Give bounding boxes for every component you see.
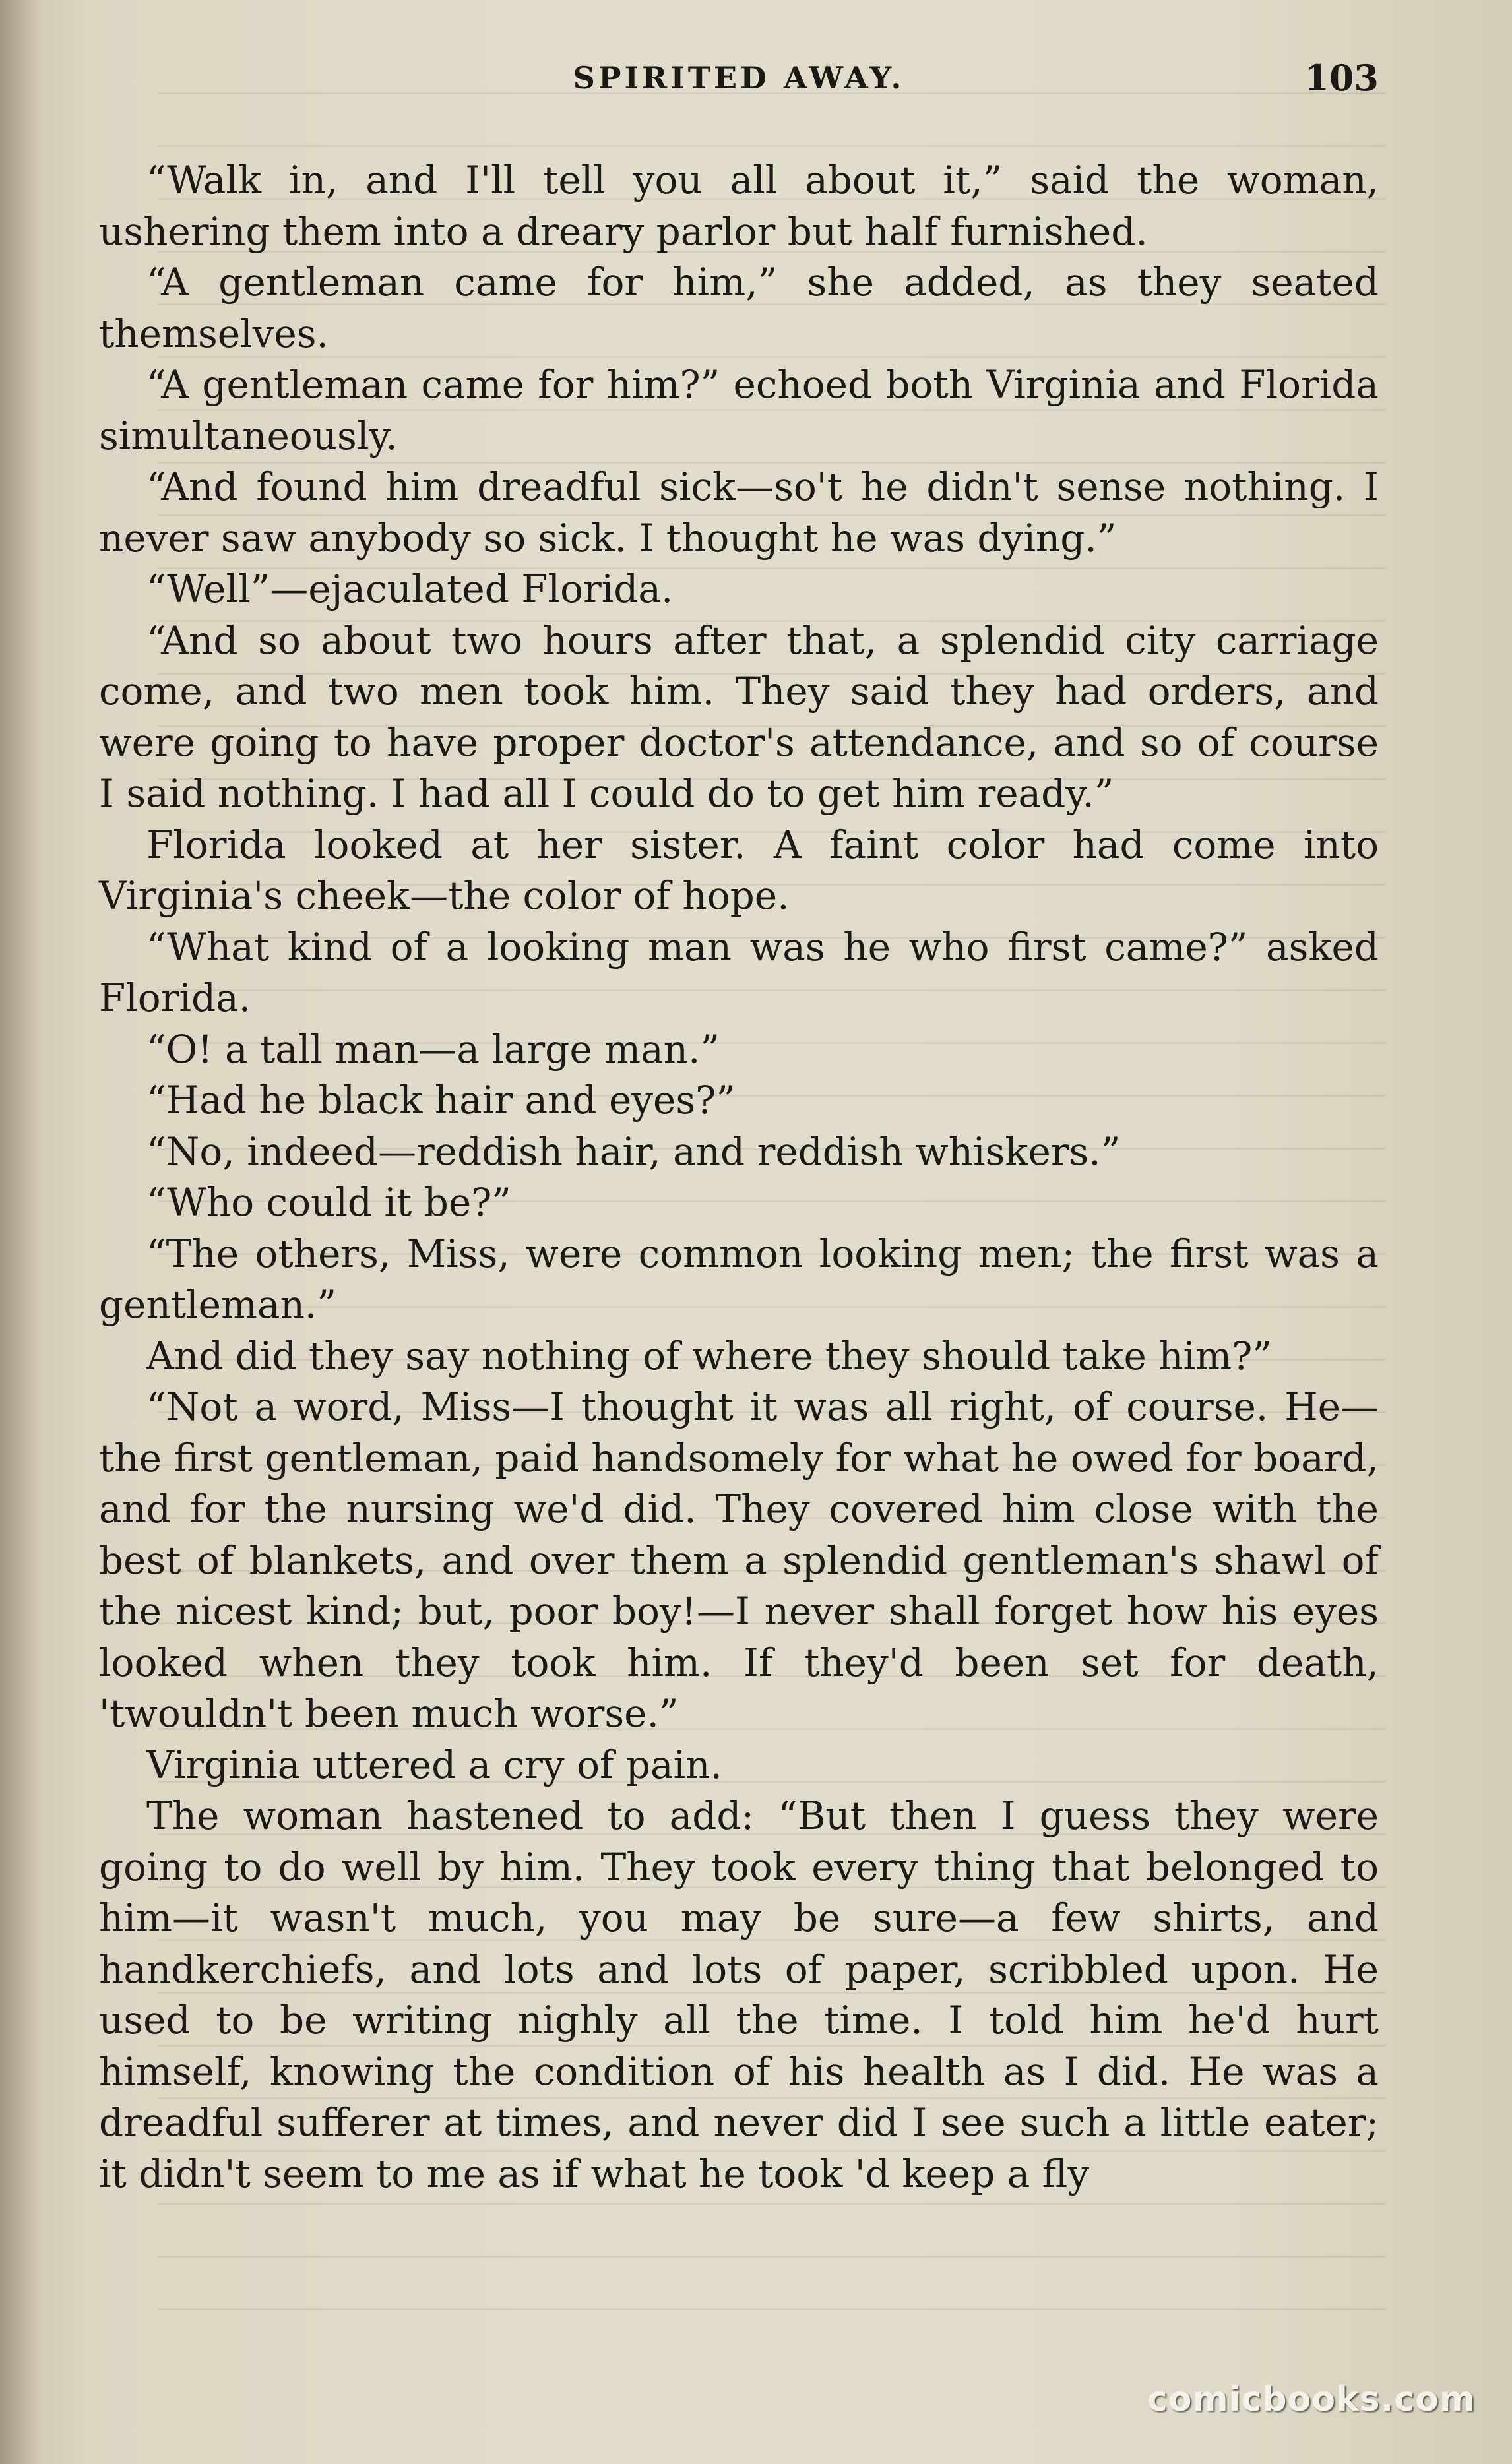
running-head: SPIRITED AWAY. [573, 60, 905, 96]
paragraph: And did they say nothing of where they should take him?” [146, 1333, 1272, 1378]
paragraph: “Not a word, Miss—I thought it was all right, of course. He—the first gentleman, paid handsomely for what he owed for board, and for the nursing we'd did. They covered him close with the best of blankets, and over them a splendid gentleman's shawl of the nicest kind; but, poor boy!—I never shall forget how his eyes looked when they took him. If they'd been set for death, 'twouldn't been much worse.” [99, 1384, 1379, 1736]
page-header [99, 51, 1379, 104]
paragraph: “Well”—ejaculated Florida. [146, 567, 674, 611]
paragraph: “Had he black hair and eyes?” [146, 1078, 736, 1123]
paragraph: “A gentleman came for him?” echoed both Virginia and Florida simultaneously. [99, 362, 1379, 458]
paragraph: The woman hastened to add: “But then I guess they were going to do well by him. They took every thing that belonged to him—it wasn't much, you may be sure—a few shirts, and handkerchiefs, and lots and lots of paper, scribbled upon. He used to be writing nighly all the time. I told him he'd hurt himself, knowing the condition of his health as I did. He was a dreadful sufferer at times, and never did I see such a little eater; it didn't seem to me as if what he took 'd keep a fly [99, 1793, 1379, 2196]
paragraph: “A gentleman came for him,” she added, as they seated themselves. [99, 260, 1379, 356]
source-watermark: comicbooks.com [1147, 2380, 1476, 2419]
paragraph: “And found him dreadful sick—so't he didn't sense nothing. I never saw anybody so sick. I thought he was dying.” [99, 464, 1379, 561]
paragraph: Florida looked at her sister. A faint color had come into Virginia's cheek—the color of hope. [99, 822, 1379, 918]
paragraph: “What kind of a looking man was he who first came?” asked Florida. [99, 924, 1379, 1020]
paragraph: “Walk in, and I'll tell you all about it,” said the woman, ushering them into a dreary parlor but half furnished. [99, 158, 1379, 254]
paragraph: “O! a tall man—a large man.” [146, 1026, 720, 1072]
paragraph: Virginia uttered a cry of pain. [146, 1742, 722, 1787]
paragraph: “And so about two hours after that, a splendid city carriage come, and two men took him. They said they had orders, and were going to have proper doctor's attendance, and so of course I said nothing. I had all I could do to get him ready.” [99, 617, 1379, 816]
paragraph: “The others, Miss, were common looking men; the first was a gentleman.” [99, 1231, 1379, 1327]
spine-shadow [0, 0, 40, 2464]
paragraph: “No, indeed—reddish hair, and reddish whiskers.” [146, 1128, 1121, 1174]
page-number: 103 [1304, 57, 1379, 99]
body-text [99, 155, 1379, 2200]
paragraph: “Who could it be?” [146, 1180, 511, 1225]
